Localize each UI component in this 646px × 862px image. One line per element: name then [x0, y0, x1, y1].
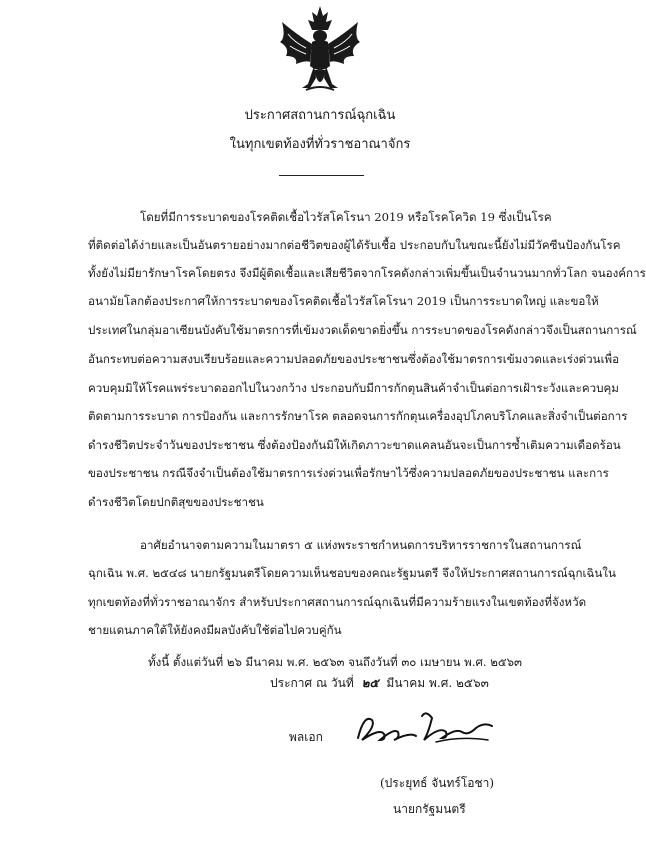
paragraph1-line: ทั้งยังไม่มียารักษาโรคโดยตรง จึงมีผู้ติดเชื้อและเสียชีวิตจากโรคดังกล่าวเพิ่มขึ้นเป็นจำนวนมากทั่วโลก จนองค์การ: [88, 266, 646, 280]
rank-label: พลเอก: [289, 730, 323, 744]
garuda-emblem-icon: [276, 4, 364, 96]
paragraph2-line: อาศัยอำนาจตามความในมาตรา ๕ แห่งพระราชกำหนดการบริหารราชการในสถานการณ์: [140, 538, 582, 552]
announce-day: ๒๕: [361, 676, 379, 690]
paragraph1-line: ดำรงชีวิตประจำวันของประชาชน ซึ่งต้องป้องกันมิให้เกิดภาวะขาดแคลนอันจะเป็นการซ้ำเติมความเดือดร้อน: [88, 438, 621, 452]
announce-date: [270, 674, 489, 693]
paragraph1-line: ของประชาชน กรณีจึงจำเป็นต้องใช้มาตรการเร่งด่วนเพื่อรักษาไว้ซึ่งความปลอดภัยของประชาชน และการ: [88, 466, 609, 480]
paragraph1-line: ควบคุมมิให้โรคแพร่ระบาดออกไปในวงกว้าง ประกอบกับมีการกักตุนสินค้าจำเป็นต่อการเฝ้าระวังและควบคุม: [88, 381, 619, 395]
announce-prefix: ประกาศ ณ วันที่: [270, 676, 354, 690]
paragraph1-line: อนามัยโลกต้องประกาศให้การระบาดของโรคติดเชื้อไวรัสโคโรนา 2019 เป็นการระบาดใหญ่ และขอให้: [88, 294, 599, 308]
handwritten-signature-icon: [350, 706, 500, 750]
announce-month-year: มีนาคม พ.ศ. ๒๕๖๓: [386, 676, 489, 690]
signatory-name: (ประยุทธ์ จันทร์โอชา): [380, 776, 495, 790]
effective-period: ทั้งนี้ ตั้งแต่วันที่ ๒๖ มีนาคม พ.ศ. ๒๕๖๓ จนถึงวันที่ ๓๐ เมษายน พ.ศ. ๒๕๖๓: [148, 655, 522, 669]
document-title-line1: ประกาศสถานการณ์ฉุกเฉิน: [244, 108, 396, 123]
paragraph1-line: ดำรงชีวิตโดยปกติสุขของประชาชน: [88, 495, 264, 509]
document-title-line2: ในทุกเขตท้องที่ทั่วราชอาณาจักร: [229, 137, 411, 152]
title-divider: [279, 175, 364, 176]
paragraph1-line: ประเทศในกลุ่มอาเซียนบังคับใช้มาตรการที่เข้มงวดเด็ดขาดยิ่งขึ้น การระบาดของโรคดังกล่าวจึงเป็นสถานการณ์: [88, 323, 637, 337]
paragraph2-line: ทุกเขตท้องที่ทั่วราชอาณาจักร สำหรับประกาศสถานการณ์ฉุกเฉินที่มีความร้ายแรงในเขตท้องที่จังหวัด: [88, 595, 587, 609]
signatory-position: นายกรัฐมนตรี: [393, 802, 466, 816]
paragraph1-line: ที่ติดต่อได้ง่ายและเป็นอันตรายอย่างมากต่อชีวิตของผู้ได้รับเชื้อ ประกอบกับในขณะนี้ยังไม่มีวัคซีนป้องกันโรค: [88, 238, 621, 252]
paragraph2-line: ชายแดนภาคใต้ให้ยังคงมีผลบังคับใช้ต่อไปควบคู่กัน: [88, 623, 342, 637]
paragraph1-line: ติดตามการระบาด การป้องกัน และการรักษาโรค ตลอดจนการกักตุนเครื่องอุปโภคบริโภคและสิ่งจำเป็นต่อการ: [88, 409, 628, 423]
paragraph2-line: ฉุกเฉิน พ.ศ. ๒๕๔๘ นายกรัฐมนตรีโดยความเห็นชอบของคณะรัฐมนตรี จึงให้ประกาศสถานการณ์ฉุกเฉินใน: [88, 566, 616, 580]
paragraph1-line: อันกระทบต่อความสงบเรียบร้อยและความปลอดภัยของประชาชนซึ่งต้องใช้มาตรการเข้มงวดและเร่งด่วนเพื่อ: [88, 352, 620, 366]
paragraph1-line: โดยที่มีการระบาดของโรคติดเชื้อไวรัสโคโรนา 2019 หรือโรคโควิด 19 ซึ่งเป็นโรค: [140, 210, 552, 224]
